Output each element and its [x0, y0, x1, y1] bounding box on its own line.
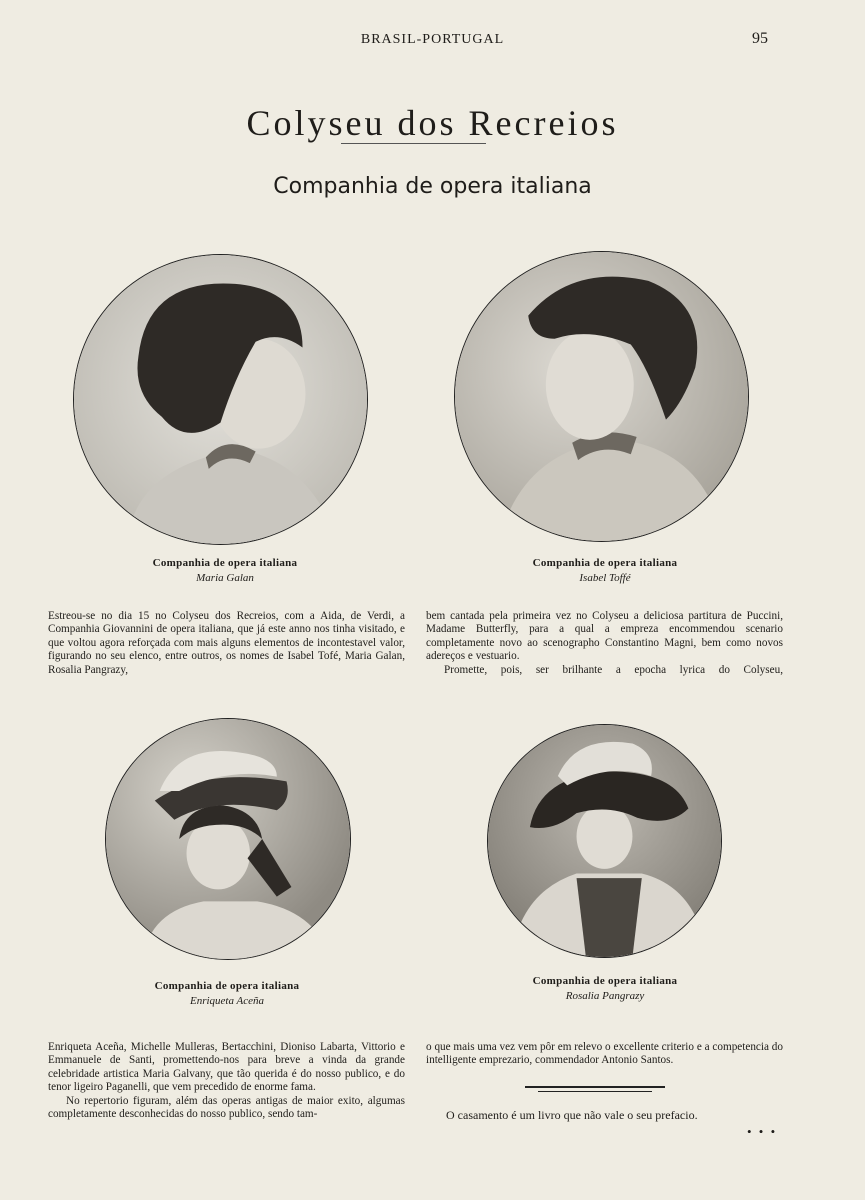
caption-label: Companhia de opera italiana	[532, 975, 678, 987]
article-column-right-top	[426, 610, 783, 677]
caption-label: Companhia de opera italiana	[154, 980, 300, 992]
caption-rosalia-pangrazy	[470, 975, 740, 1002]
end-rule-thin	[538, 1091, 652, 1092]
portrait-isabel-toffe	[454, 251, 749, 542]
proverb: O casamento é um livro que não vale o seu prefacio.	[446, 1108, 698, 1122]
caption-label: Companhia de opera italiana	[152, 557, 298, 569]
caption-name: Rosalia Pangrazy	[565, 990, 645, 1002]
article-column-left-top	[48, 610, 405, 677]
caption-label: Companhia de opera italiana	[532, 557, 678, 569]
paragraph: bem cantada pela primeira vez no Colyseu a deliciosa partitura de Puccini, Madame Butterfly, para a qual a empreza encommendou scenario completamente novo ao scenographo Constantino Magni, bem como novos adereços e vestuario.	[426, 610, 783, 663]
caption-enriqueta-acena	[92, 980, 362, 1007]
page-number: 95	[752, 30, 768, 47]
article-column-right-bottom	[426, 1041, 783, 1068]
article-title: Colyseu dos Recreios	[246, 103, 619, 144]
paragraph: o que mais uma vez vem pôr em relevo o excellente criterio e a competencia do intelligente emprezario, commendador Antonio Santos.	[426, 1041, 783, 1067]
caption-name: Enriqueta Aceña	[189, 995, 265, 1007]
caption-name: Maria Galan	[196, 572, 254, 584]
running-head: BRASIL-PORTUGAL	[360, 32, 505, 47]
title-rule	[341, 143, 486, 144]
portrait-maria-galan	[73, 254, 368, 545]
paragraph: Promette, pois, ser brilhante a epocha lyrica do Colyseu,	[444, 663, 783, 676]
article-subtitle: Companhia de opera italiana	[273, 174, 592, 199]
article-column-left-bottom	[48, 1041, 405, 1121]
portrait-rosalia-pangrazy	[487, 724, 722, 958]
paragraph: No repertorio figuram, além das operas antigas de maior exito, algumas completamente desconhecidas do nosso publico, sendo tam-	[48, 1094, 405, 1121]
end-rule	[525, 1086, 665, 1088]
caption-isabel-toffe	[470, 557, 740, 584]
end-ornament: • • •	[747, 1124, 778, 1139]
portrait-enriqueta-acena	[105, 718, 351, 960]
paragraph: Estreou-se no dia 15 no Colyseu dos Recreios, com a Aida, de Verdi, a Companhia Giovannini de opera italiana, que já este anno nos tinha visitado, e que voltou agora reforçada com mais alguns elementos de incontestavel valor, figurando no seu elenco, entre outros, os nomes de Isabel Tofé, Maria Galan, Rosalia Pangrazy,	[48, 610, 405, 676]
paragraph: Enriqueta Aceña, Michelle Mulleras, Bertacchini, Dioniso Labarta, Vittorio e Emmanuele de Santi, promettendo-nos para breve a vinda da grande celebridade artistica Maria Galvany, que tão querida é do nosso publico, e do tenor ligeiro Paganelli, que vem precedido de enorme fama.	[48, 1041, 405, 1094]
caption-name: Isabel Toffé	[579, 572, 631, 584]
caption-maria-galan	[90, 557, 360, 584]
